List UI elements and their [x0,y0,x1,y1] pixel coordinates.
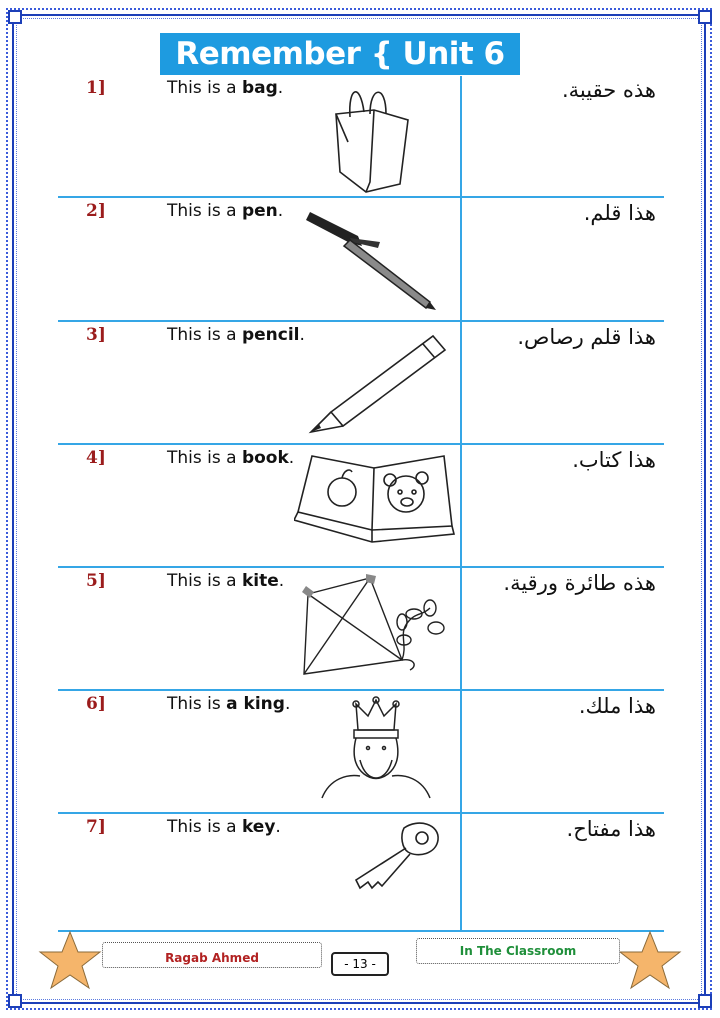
arabic-sentence: هذا قلم. [583,201,656,225]
row-separator [58,566,664,568]
king-icon [320,694,432,802]
row-separator [58,196,664,198]
corner-ornament [698,994,712,1008]
key-icon [348,818,444,894]
author-name: Ragab Ahmed [165,951,259,965]
item-number: 6] [86,694,106,714]
english-sentence: This is a kite. [167,571,285,591]
page-title: Remember { Unit 6 } [160,33,520,75]
vocab-word: pen [241,201,278,221]
pencil-icon [305,328,451,436]
bag-icon [330,82,412,194]
vocab-word: bag [241,78,278,98]
book-icon [294,450,458,548]
vocab-word: key [241,817,276,837]
arabic-sentence: هذه حقيبة. [562,78,656,102]
author-box [102,942,322,968]
item-number: 3] [86,325,106,345]
english-sentence: This is a pen. [167,201,284,221]
item-number: 5] [86,571,106,591]
item-number: 1] [86,78,106,98]
english-sentence: This is a king. [167,694,291,714]
english-sentence: This is a book. [167,448,295,468]
english-sentence: This is a bag. [167,78,284,98]
arabic-sentence: هذا ملك. [578,694,656,718]
english-sentence: This is a pencil. [167,325,305,345]
column-divider [460,76,462,930]
pen-icon [300,202,440,314]
item-number: 2] [86,201,106,221]
row-separator [58,320,664,322]
vocab-word: a king [226,694,285,714]
vocab-word: pencil [241,325,300,345]
star-icon [618,930,682,990]
arabic-sentence: هذا مفتاح. [566,817,656,841]
vocab-word: kite [241,571,279,591]
english-sentence: This is a key. [167,817,281,837]
row-separator [58,689,664,691]
page-number: - 13 - [331,952,389,976]
kite-icon [290,574,450,686]
item-number: 7] [86,817,106,837]
arabic-sentence: هذه طائرة ورقية. [503,571,656,595]
corner-ornament [8,994,22,1008]
item-number: 4] [86,448,106,468]
row-separator [58,930,664,932]
lesson-title: In The Classroom [459,944,577,958]
star-icon [38,930,102,990]
arabic-sentence: هذا كتاب. [572,448,656,472]
lesson-box [416,938,620,964]
vocab-word: book [241,448,289,468]
row-separator [58,812,664,814]
corner-ornament [698,10,712,24]
corner-ornament [8,10,22,24]
arabic-sentence: هذا قلم رصاص. [517,325,656,349]
row-separator [58,443,664,445]
